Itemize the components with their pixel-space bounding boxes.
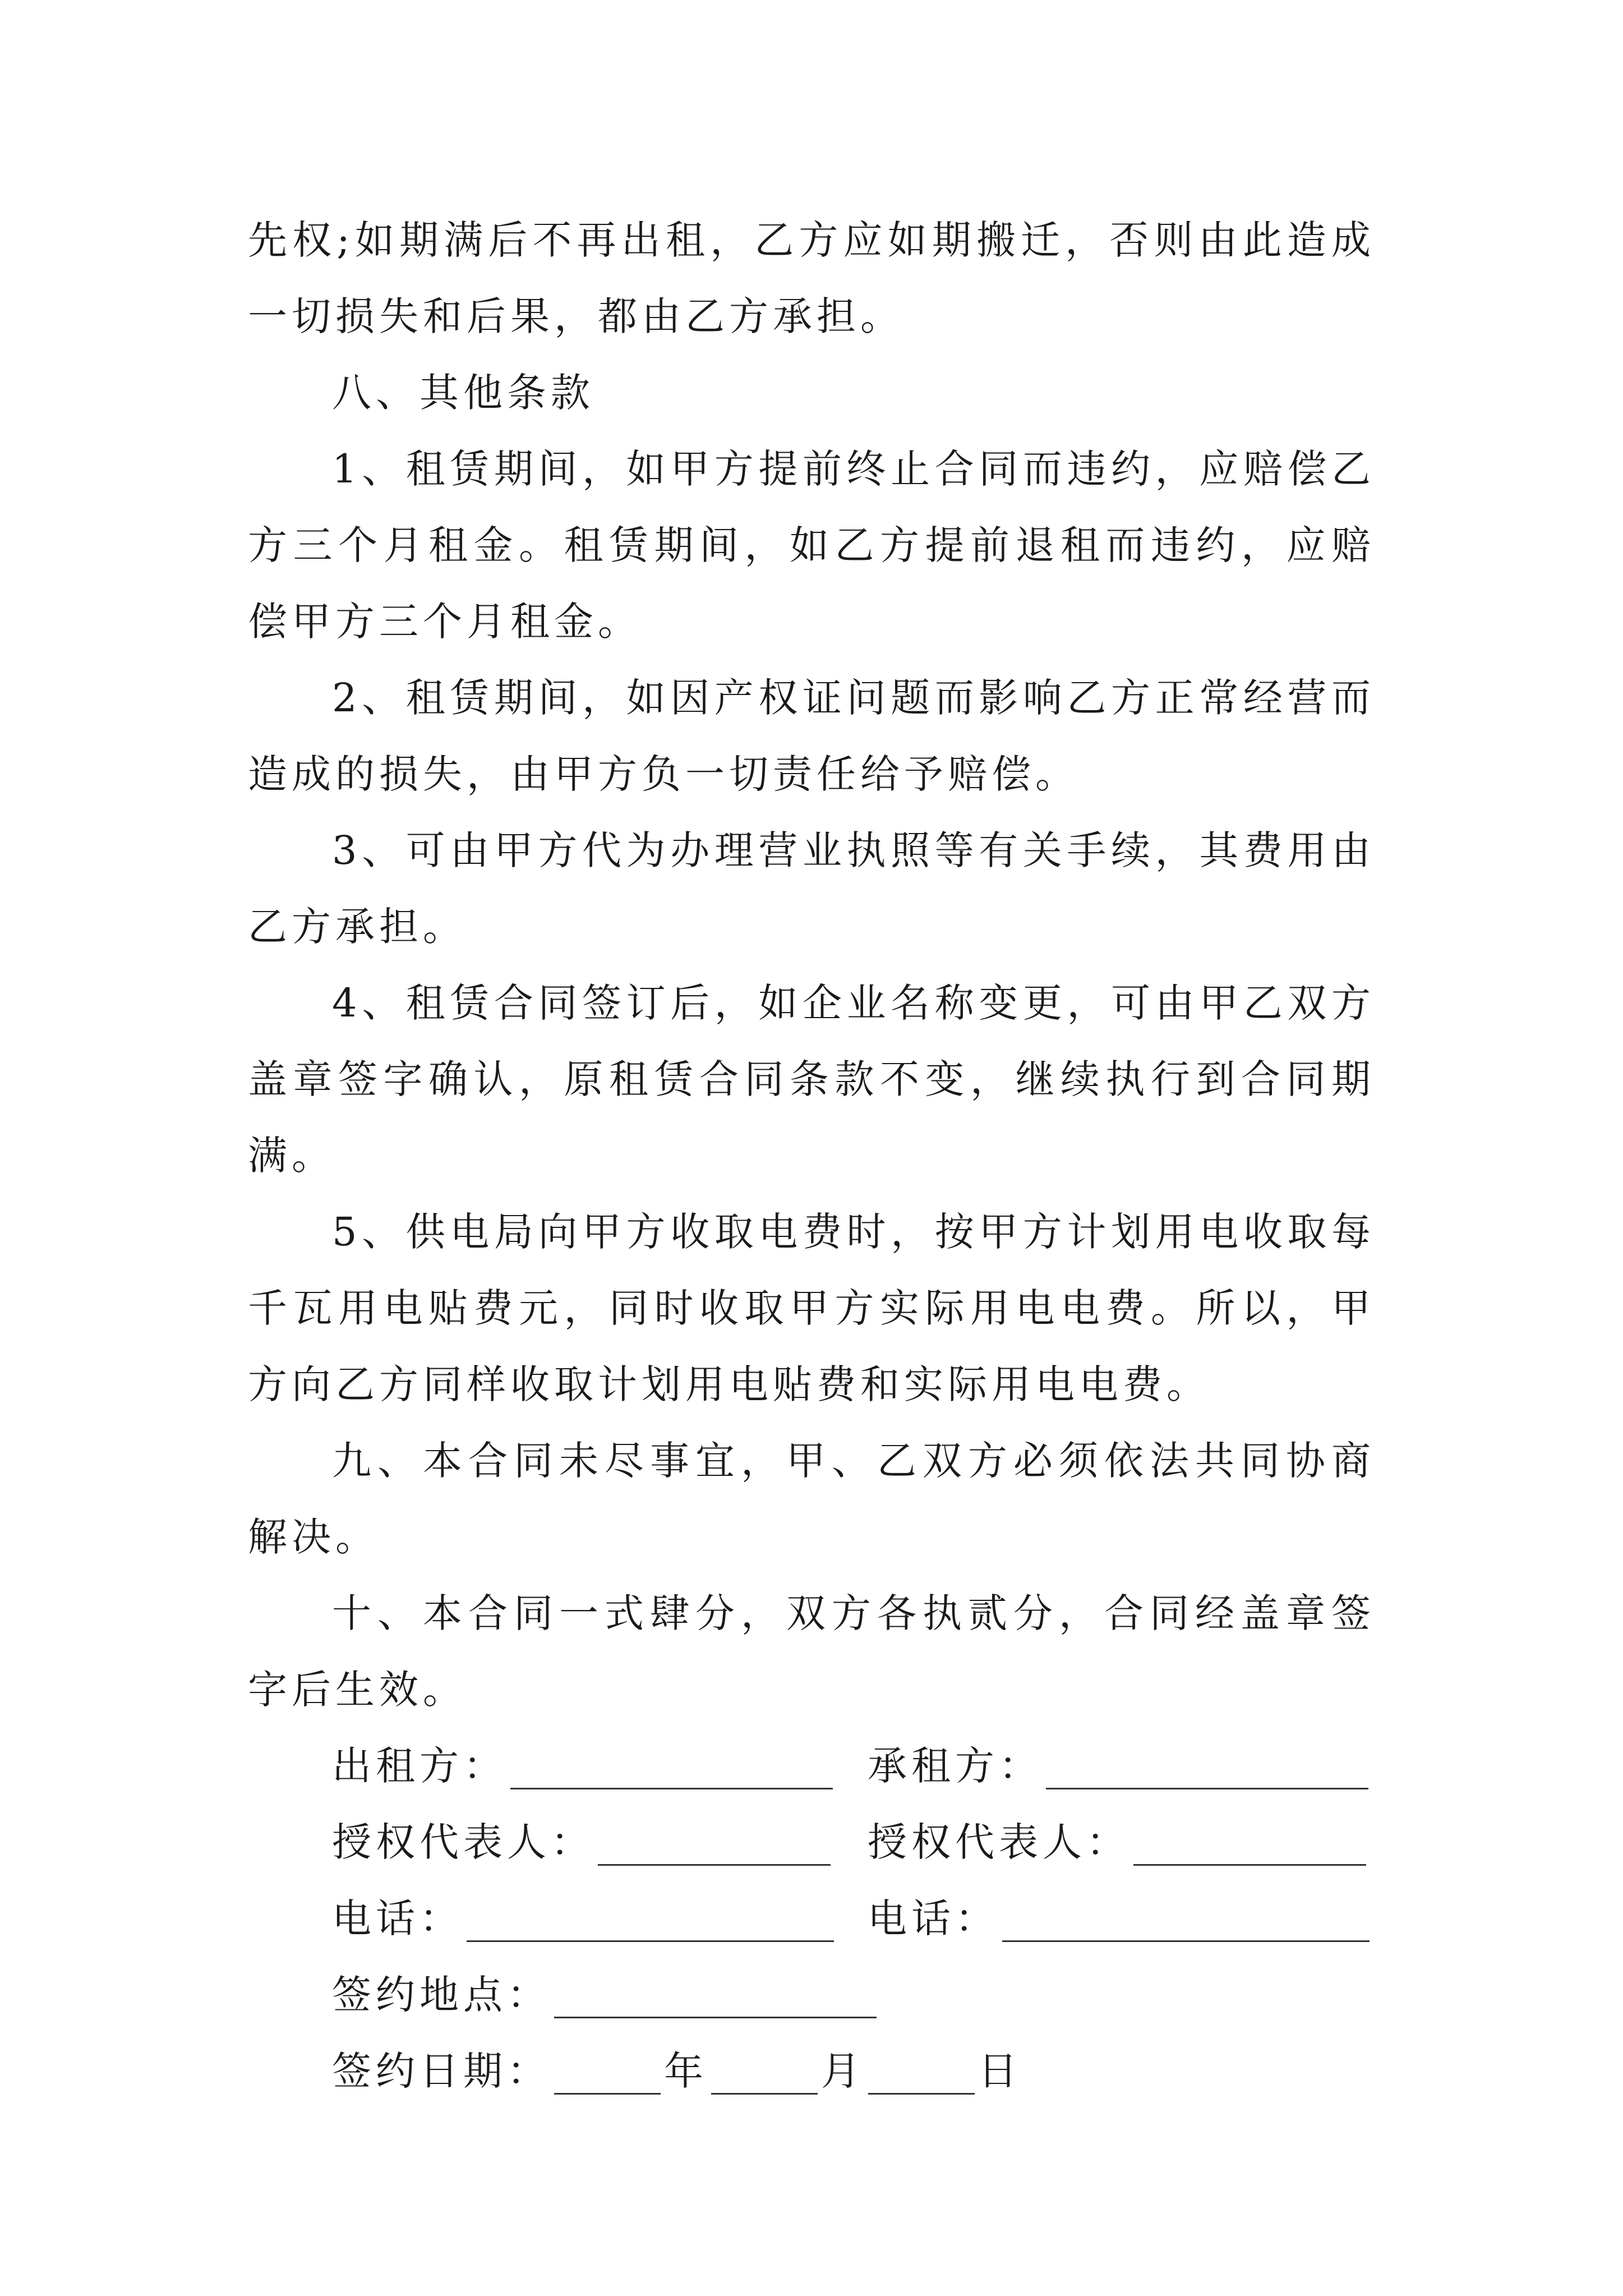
rep-right-blank [1133, 1864, 1366, 1866]
lessor-label: 出租方： [332, 1743, 507, 1789]
day-label: 日 [978, 2048, 1022, 2094]
lessee-blank [1046, 1788, 1368, 1789]
place-blank [554, 2017, 877, 2018]
phone-left-blank [467, 1940, 834, 1942]
paragraph-term-2: 2、租赁期间，如因产权证问题而影响乙方正常经营而造成的损失，由甲方负一切责任给予赔偿。 [248, 675, 1375, 797]
phone-right-field [868, 1880, 1373, 1957]
rep-left-label: 授权代表人： [332, 1819, 594, 1865]
place-label: 签约地点： [332, 1972, 551, 2018]
signature-row-representatives [332, 1804, 1375, 1880]
rep-left-field [332, 1804, 868, 1880]
paragraph-clause-10: 十、本合同一式肆分，双方各执贰分，合同经盖章签字后生效。 [248, 1590, 1375, 1713]
signature-row-place [332, 1957, 1375, 2033]
signature-row-phones [332, 1880, 1375, 1957]
paragraph-term-3: 3、可由甲方代为办理营业执照等有关手续，其费用由乙方承担。 [248, 827, 1375, 950]
section-heading-other-terms: 八、其他条款 [332, 370, 594, 416]
contract-body [248, 202, 1375, 2109]
rep-left-blank [598, 1864, 831, 1866]
month-label: 月 [821, 2048, 865, 2094]
signature-row-parties [332, 1728, 1375, 1804]
paragraph-clause-7-end: 先权;如期满后不再出租，乙方应如期搬迁，否则由此造成一切损失和后果，都由乙方承担。 [248, 217, 1375, 339]
date-label: 签约日期： [332, 2048, 551, 2094]
phone-left-label: 电话： [332, 1895, 463, 1941]
paragraph-term-4: 4、租赁合同签订后，如企业名称变更，可由甲乙双方盖章签字确认，原租赁合同条款不变，继续执行到合同期满。 [248, 980, 1375, 1179]
paragraph-term-1: 1、租赁期间，如甲方提前终止合同而违约，应赔偿乙方三个月租金。租赁期间，如乙方提前退租而违约，应赔偿甲方三个月租金。 [248, 446, 1375, 645]
day-blank [868, 2093, 975, 2095]
month-blank [711, 2093, 818, 2095]
phone-left-field [332, 1880, 868, 1957]
signature-block [248, 1728, 1375, 2109]
lessee-field [868, 1728, 1372, 1804]
lessor-field [332, 1728, 868, 1804]
lessor-blank [510, 1788, 833, 1789]
place-field [332, 1957, 880, 2033]
year-label: 年 [664, 2048, 708, 2094]
phone-right-label: 电话： [868, 1895, 999, 1941]
paragraph-term-5: 5、供电局向甲方收取电费时，按甲方计划用电收取每千瓦用电贴费元，同时收取甲方实际用电电费。所以，甲方向乙方同样收取计划用电贴费和实际用电电费。 [248, 1209, 1375, 1407]
paragraph-clause-9: 九、本合同未尽事宜，甲、乙双方必须依法共同协商解决。 [248, 1438, 1375, 1560]
rep-right-field [868, 1804, 1370, 1880]
phone-right-blank [1002, 1940, 1370, 1942]
year-blank [554, 2093, 661, 2095]
rep-right-label: 授权代表人： [868, 1819, 1130, 1865]
date-field [332, 2033, 1022, 2109]
signature-row-date [332, 2033, 1375, 2109]
lessee-label: 承租方： [868, 1743, 1043, 1789]
